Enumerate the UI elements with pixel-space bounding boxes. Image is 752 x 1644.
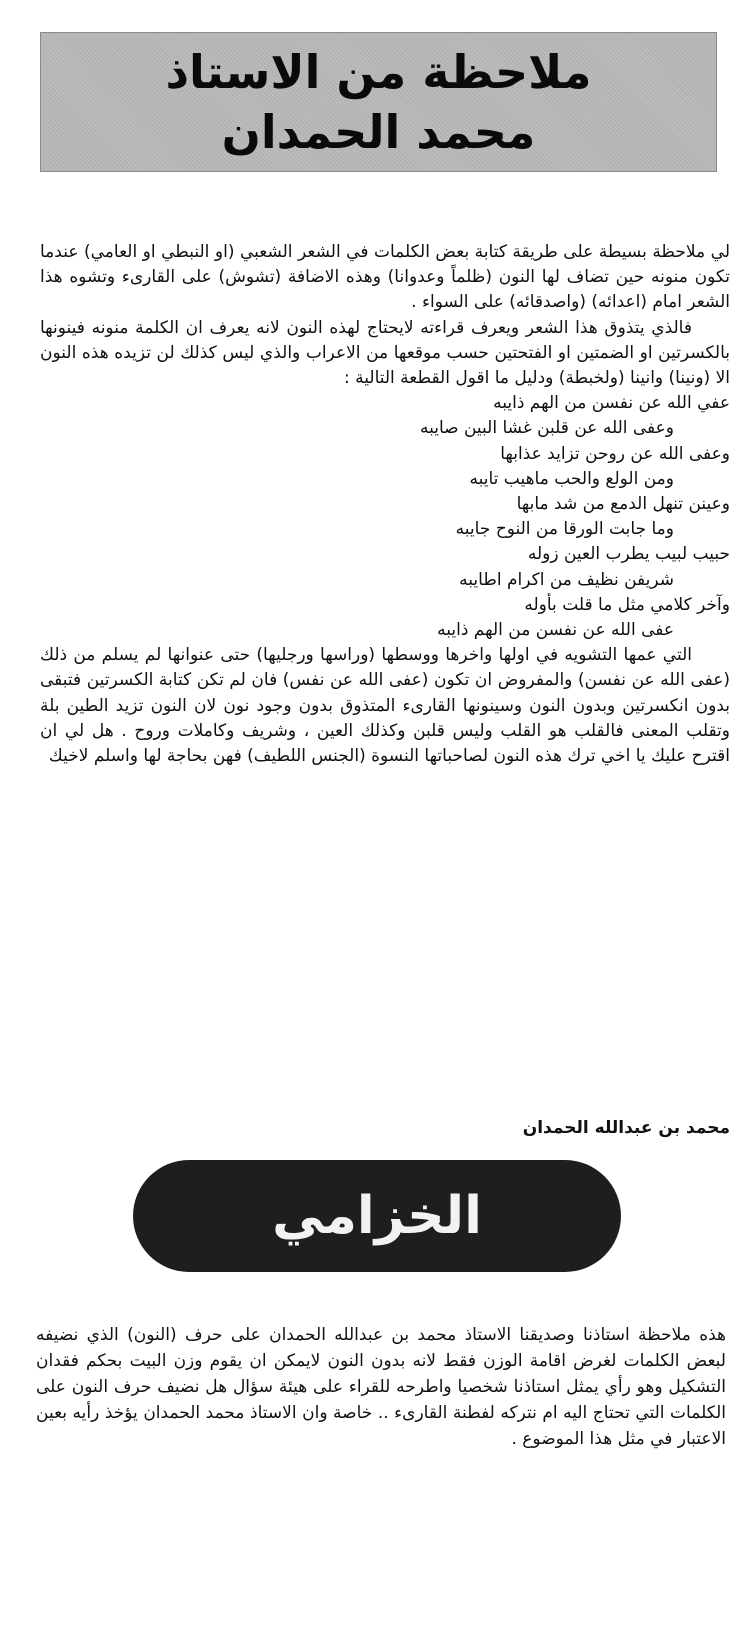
column-badge-label: الخزامي [272, 1186, 482, 1246]
poem [40, 391, 730, 643]
headline-line-1: ملاحظة من الاستاذ [165, 45, 592, 99]
poem-verse: عفى الله عن نفسن من الهم ذايبه [437, 619, 674, 640]
author-byline: محمد بن عبدالله الحمدان [522, 1118, 730, 1138]
poem-verse: شريفن نظيف من اكرام اطايبه [459, 569, 674, 590]
poem-verse: وعينن تنهل الدمع من شد مابها [516, 493, 730, 514]
article-paragraph-3: التي عمها التشويه في اولها واخرها ووسطها (وراسها ورجليها) حتى عنوانها لم يسلم من ذلك (عفى الله عن نفسن) والمفروض ان تكون (عفى الله عن نفس) فان لم تكن كتابة الكسرتين فتبقى بدون انكسرتين وبدون النون وسينونها القارىء المتذوق بدون وجود نون لان النون تزيد الطين بلة وتقلب المعنى فالقلب هو القلب وليس قلبن وكذلك العين ، وشريف وكاملات وروح . هل لي ان اقترح عليك يا اخي ترك هذه النون لصاحباتها النسوة (الجنس اللطيف) فهن بحاجة لها واسلم لاخيك [40, 645, 730, 766]
headline-line-2: محمد الحمدان [221, 105, 536, 159]
poem-verse: وما جابت الورقا من النوح جايبه [455, 519, 674, 540]
poem-verse: حبيب لبيب يطرب العين زوله [527, 544, 730, 565]
column-badge [133, 1160, 621, 1272]
article-body [40, 240, 730, 769]
headline-box [40, 32, 717, 172]
poem-verse: عفي الله عن نفسن من الهم ذايبه [493, 393, 730, 414]
poem-verse: وعفى الله عن قلبن غشا البين صايبه [419, 418, 674, 439]
article-intro: لي ملاحظة بسيطة على طريقة كتابة بعض الكلمات في الشعر الشعبي (او النبطي او العامي) عندما تكون منونه حين تضاف لها النون (ظلماً وعدوانا) وهذه الاضافة (تشوش) على القارىء وتشوه هذا الشعر امام (اعدائه) (واصدقائه) على السواء . [40, 242, 730, 313]
poem-verse: وآخر كلامي مثل ما قلت بأوله [524, 594, 730, 615]
editor-comment: هذه ملاحظة استاذنا وصديقنا الاستاذ محمد بن عبدالله الحمدان على حرف (النون) الذي نضيفه لبعض الكلمات لغرض اقامة الوزن فقط لانه بدون النون لايمكن ان يقوم وزن البيت بحكم فقدان التشكيل وهو رأي يمثل استاذنا شخصيا واطرحه للقراء على هيئة سؤال هل نضيف حرف النون على الكلمات التي تحتاج اليه ام نتركه لفطنة القارىء .. خاصة وان الاستاذ محمد الحمدان يؤخذ رأيه بعين الاعتبار في مثل هذا الموضوع . [36, 1325, 726, 1449]
article-paragraph-2: فالذي يتذوق هذا الشعر ويعرف قراءته لايحتاج لهذه النون لانه يعرف ان الكلمة منونه فينونها بالكسرتين او الضمتين او الفتحتين حسب موقعها من الاعراب والذي ليس كذلك لن تزيده هذه النون الا (ونينا) وانينا (ولخبطة) ودليل ما اقول القطعة التالية : [40, 317, 730, 389]
poem-verse: وعفى الله عن روحن تزايد عذابها [500, 443, 730, 464]
poem-verse: ومن الولع والحب ماهيب تايبه [469, 468, 674, 489]
